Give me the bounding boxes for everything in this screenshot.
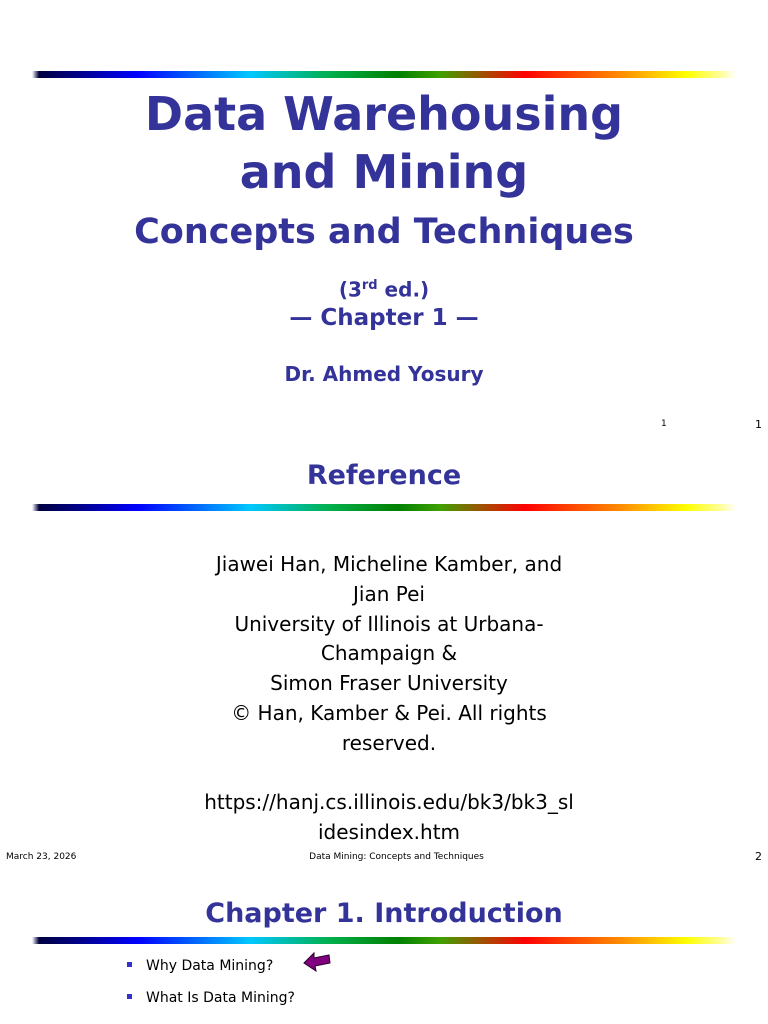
footer-date: March 23, 2026 — [6, 852, 77, 862]
page-number: 1 — [755, 418, 762, 431]
reference-url-line-2: idesindex.htm — [317, 820, 461, 845]
edition-superscript: rd — [361, 278, 378, 293]
chapter-label: — Chapter 1 — — [289, 305, 479, 331]
slide-number-inner: 1 — [661, 419, 667, 429]
slide-1 — [0, 0, 768, 440]
reference-line: Simon Fraser University — [270, 671, 508, 696]
page-number: 2 — [755, 850, 762, 863]
subtitle: Concepts and Techniques — [134, 212, 634, 252]
list-item — [127, 990, 295, 1006]
rainbow-divider — [32, 937, 736, 944]
reference-line: Jiawei Han, Micheline Kamber, and — [215, 552, 563, 576]
main-title-line-1: Data Warehousing — [144, 87, 624, 141]
main-title-line-2: and Mining — [239, 145, 529, 199]
rainbow-divider — [32, 504, 736, 511]
bullet-text: Why Data Mining? — [146, 958, 274, 974]
bullet-icon — [127, 962, 132, 967]
reference-title: Reference — [306, 460, 462, 491]
slide-3 — [0, 880, 768, 1024]
reference-line: University of Illinois at Urbana- — [234, 611, 544, 636]
list-item — [127, 958, 273, 974]
reference-line: © Han, Kamber & Pei. All rights — [231, 700, 547, 725]
rainbow-divider — [32, 71, 736, 78]
bullet-text: What Is Data Mining? — [146, 990, 295, 1006]
edition-suffix: ed.) — [377, 277, 430, 302]
spacer — [184, 759, 594, 789]
reference-line: Champaign & — [320, 641, 458, 666]
reference-url-line-1: https://hanj.cs.illinois.edu/bk3/bk3_sl — [204, 790, 574, 815]
edition-prefix: (3 — [338, 277, 362, 302]
left-arrow-icon — [302, 950, 332, 972]
chapter-intro-title: Chapter 1. Introduction — [205, 898, 563, 929]
reference-line: Jian Pei — [353, 581, 425, 606]
reference-line: reserved. — [341, 730, 437, 755]
author: Dr. Ahmed Yosury — [284, 362, 484, 386]
slide-2 — [0, 440, 768, 880]
reference-body — [184, 550, 594, 848]
footer-title: Data Mining: Concepts and Techniques — [309, 852, 484, 862]
edition — [0, 272, 768, 304]
bullet-icon — [127, 994, 132, 999]
